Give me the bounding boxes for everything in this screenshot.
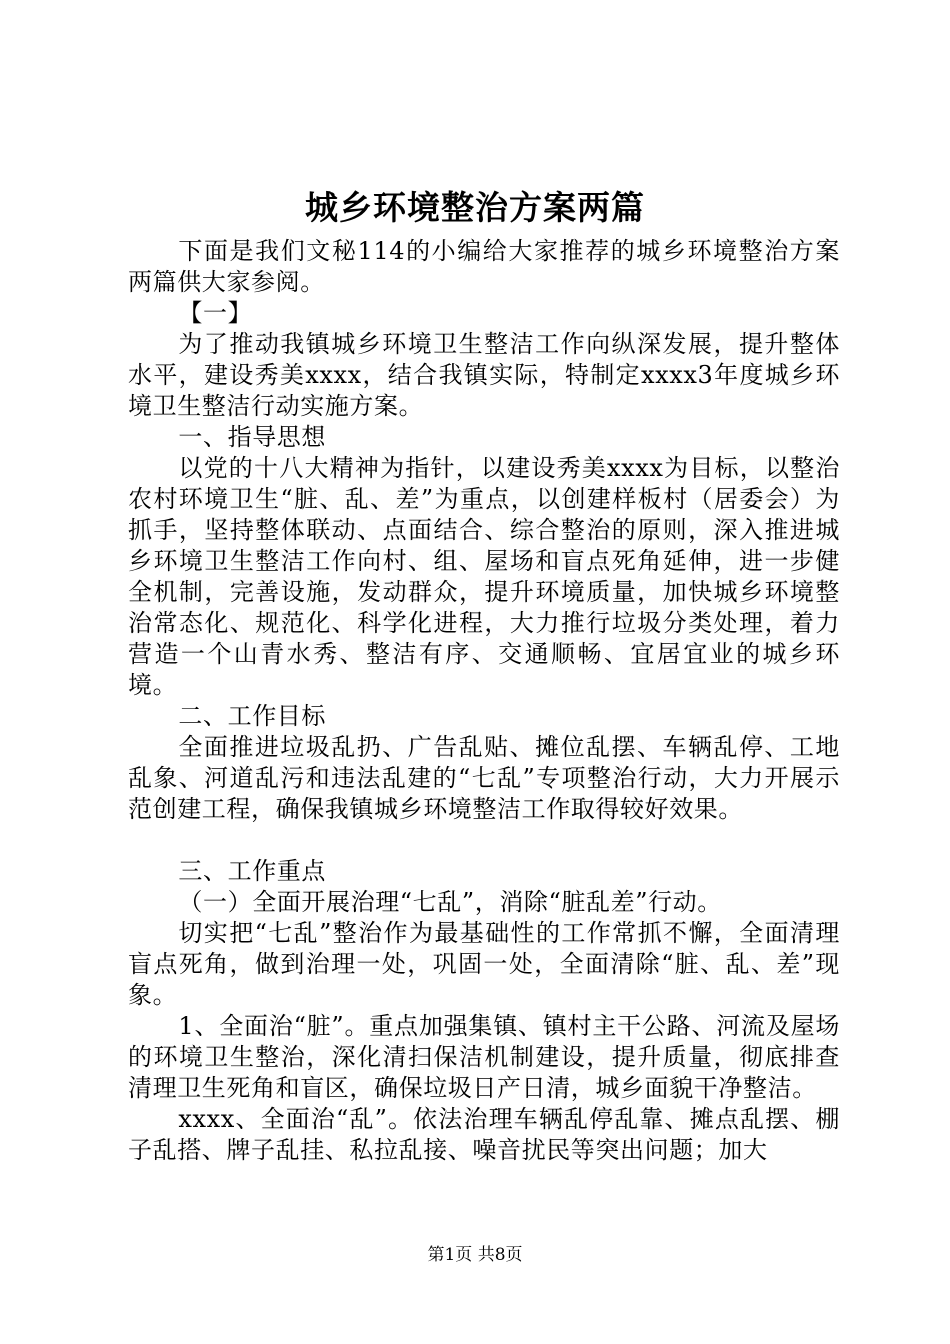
work-goals-paragraph: 全面推进垃圾乱扔、广告乱贴、摊位乱摆、车辆乱停、工地乱象、河道乱污和违法乱建的“七乱”专项整治行动，大力开展示范创建工程，确保我镇城乡环境整洁工作取得较好效果。	[128, 733, 840, 823]
subheading-seven-chaos: （一）全面开展治理“七乱”，消除“脏乱差”行动。	[178, 888, 722, 916]
heading-guiding-ideology: 一、指导思想	[178, 423, 326, 451]
document-title: 城乡环境整治方案两篇	[305, 188, 645, 227]
item-chaos-paragraph: xxxx、全面治“乱”。依法治理车辆乱停乱靠、摊点乱摆、棚子乱搭、牌子乱挂、私拉乱接、噪音扰民等突出问题；加大	[128, 1105, 840, 1164]
section-marker: 【一】	[178, 299, 253, 327]
item-dirty-paragraph: 1、全面治“脏”。重点加强集镇、镇村主干公路、河流及屋场的环境卫生整治，深化清扫保洁机制建设，提升质量，彻底排查清理卫生死角和盲区，确保垃圾日产日清，城乡面貌干净整洁。	[128, 1012, 840, 1102]
document-body	[128, 236, 840, 1166]
guiding-ideology-paragraph: 以党的十八大精神为指针，以建设秀美xxxx为目标，以整治农村环境卫生“脏、乱、差”为重点，以创建样板村（居委会）为抓手，坚持整体联动、点面结合、综合整治的原则，深入推进城乡环境卫生整洁工作向村、组、屋场和盲点死角延伸，进一步健全机制，完善设施，发动群众，提升环境质量，加快城乡环境整治常态化、规范化、科学化进程，大力推行垃圾分类处理，着力营造一个山青水秀、整洁有序、交通顺畅、宜居宜业的城乡环境。	[128, 454, 840, 699]
page-footer: 第1页 共8页	[427, 1245, 523, 1265]
heading-work-focus: 三、工作重点	[178, 857, 326, 885]
heading-work-goals: 二、工作目标	[178, 702, 326, 730]
seven-chaos-paragraph: 切实把“七乱”整治作为最基础性的工作常抓不懈，全面清理盲点死角，做到治理一处，巩固一处，全面清除“脏、乱、差”现象。	[128, 919, 840, 1009]
intro-paragraph: 下面是我们文秘114的小编给大家推荐的城乡环境整治方案两篇供大家参阅。	[128, 237, 840, 296]
purpose-paragraph: 为了推动我镇城乡环境卫生整洁工作向纵深发展，提升整体水平，建设秀美xxxx，结合我镇实际，特制定xxxx3年度城乡环境卫生整洁行动实施方案。	[128, 330, 840, 420]
